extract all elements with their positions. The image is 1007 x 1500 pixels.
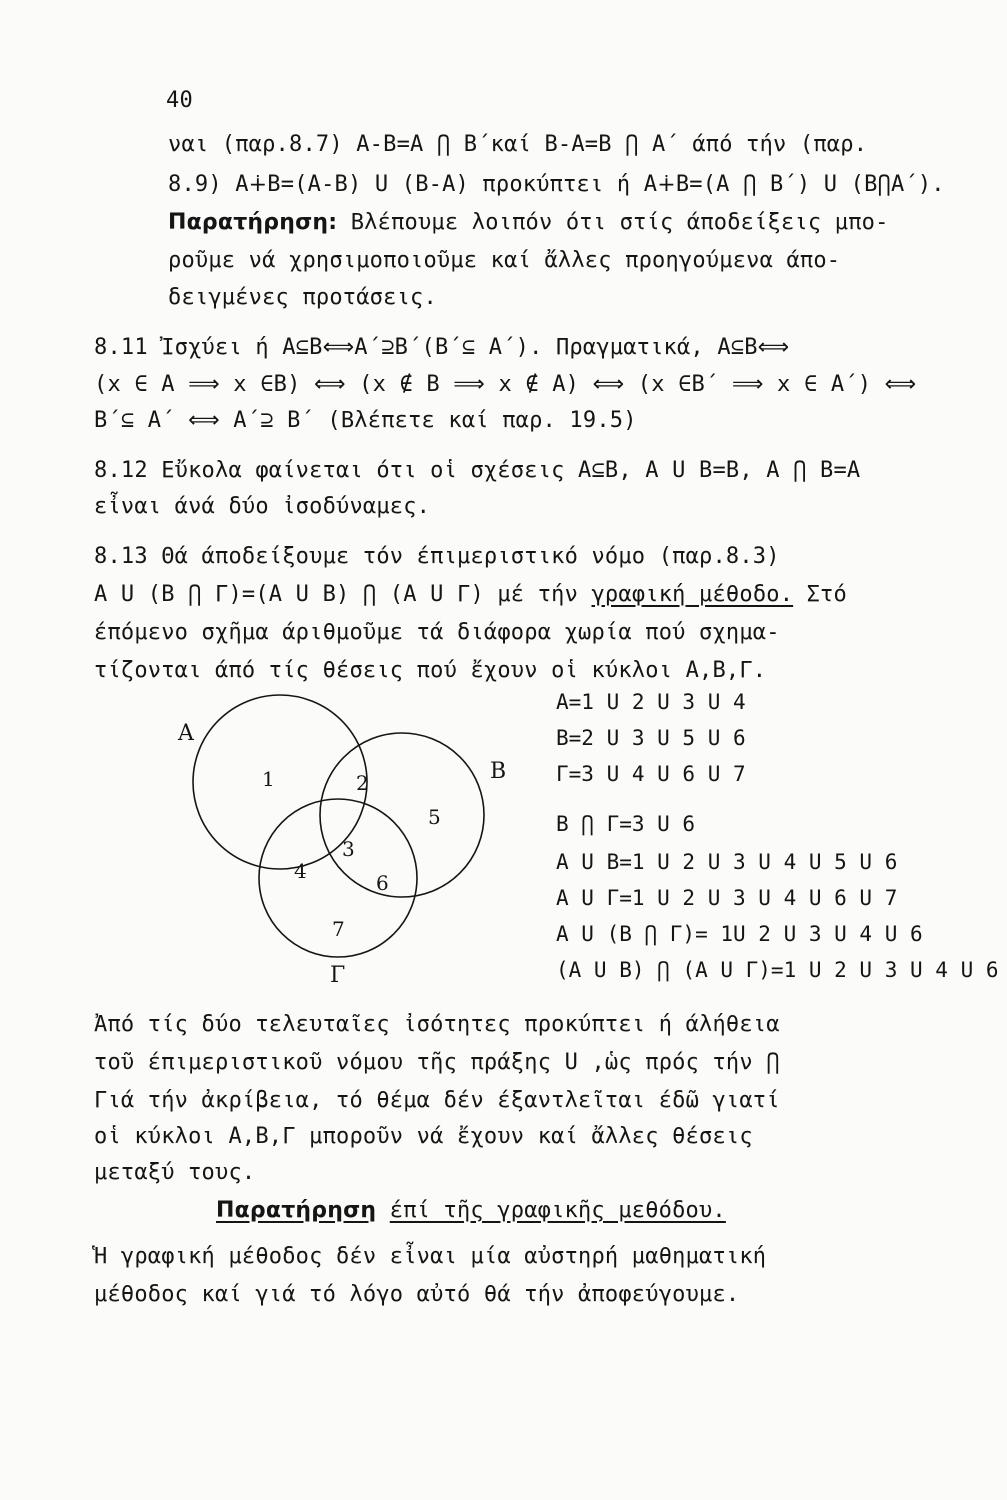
section-8-11-line-3: B΄⊆ A΄ ⟺ A΄⊇ B΄ (Βλέπετε καί παρ. 19.5)	[94, 408, 637, 433]
text-line-1: ναι (παρ.8.7) A-B=A ⋂ B΄καί B-A=B ⋂ A΄ άπό τήν (παρ.	[168, 132, 868, 157]
conclusion-line-5: μεταξύ τους.	[94, 1160, 256, 1185]
formula-b: B=2 U 3 U 5 U 6	[556, 726, 746, 750]
section-8-12-line-1: 8.12 Εὔκολα φαίνεται ότι οἱ σχέσεις A⊆B, A U B=B, A ⋂ B=A	[94, 458, 861, 483]
section-8-11-line-1: 8.11 Ἰσχύει ή A⊆B⟺A΄⊇B΄(B΄⊆ A΄). Πραγματικά, A⊆B⟺	[94, 335, 790, 360]
section-8-13-line-3: έπόμενο σχῆμα άριθμοῦμε τά διάφορα χωρία πού σχημα-	[94, 620, 780, 645]
label-gamma: Γ	[330, 963, 346, 988]
method-remark-heading: Παρατήρηση	[216, 1198, 377, 1223]
formula-a: A=1 U 2 U 3 U 4	[556, 690, 746, 714]
conclusion-line-1: Ἀπό τίς δύο τελευταῖες ἰσότητες προκύπτει ή άλήθεια	[94, 1012, 780, 1037]
region-7: 7	[332, 917, 345, 941]
region-3: 3	[342, 837, 355, 861]
circle-a	[193, 695, 367, 869]
section-8-13-line-4: τίζονται άπό τίς θέσεις πού ἔχουν οἱ κύκλοι A,B,Γ.	[94, 658, 767, 683]
section-8-12-line-2: εἶναι άνά δύο ἰσοδύναμες.	[94, 494, 431, 519]
formula-b-cap-gamma: B ⋂ Γ=3 U 6	[556, 812, 696, 836]
formula-gamma: Γ=3 U 4 U 6 U 7	[556, 762, 746, 786]
method-remark-title: έπί τῆς γραφικῆς μεθόδου.	[389, 1198, 726, 1223]
region-2: 2	[356, 771, 369, 795]
graphical-method-underlined: γραφική μέθοδο.	[591, 582, 794, 607]
conclusion-line-3: Γιά τήν ἀκρίβεια, τό θέμα δέν έξαντλεῖται έδῶ γιατί	[94, 1088, 780, 1113]
method-remark-line-1: Ἡ γραφική μέθοδος δέν εἶναι μία αὐστηρή μαθηματική	[94, 1244, 767, 1269]
conclusion-line-2: τοῦ έπιμεριστικοῦ νόμου τῆς πράξης U ,ὡς πρός τήν ⋂	[94, 1050, 780, 1075]
conclusion-line-4: οἱ κύκλοι A,B,Γ μποροῦν νά ἔχουν καί ἄλλες θέσεις	[94, 1124, 753, 1149]
region-4: 4	[294, 859, 307, 883]
circle-b	[320, 733, 484, 897]
formula-lhs: A U (B ⋂ Γ)= 1U 2 U 3 U 4 U 6	[556, 922, 923, 946]
method-remark-line-2: μέθοδος καί γιά τό λόγο αὐτό θά τήν ἀποφεύγουμε.	[94, 1282, 740, 1307]
method-remark-line	[216, 1196, 726, 1226]
region-6: 6	[376, 871, 389, 895]
region-5: 5	[428, 805, 441, 829]
label-b: B	[490, 759, 507, 784]
text-line-4: ροῦμε νά χρησιμοποιοῦμε καί ἄλλες προηγούμενα άπο-	[168, 248, 841, 273]
region-1: 1	[262, 767, 275, 791]
formula-rhs: (A U B) ⋂ (A U Γ)=1 U 2 U 3 U 4 U 6	[556, 958, 999, 982]
section-8-13-line-1: 8.13 Θά άποδείξουμε τόν έπιμεριστικό νόμο (παρ.8.3)	[94, 544, 780, 569]
remark-text: Βλέπουμε λοιπόν ότι στίς άποδείξεις μπο-	[337, 210, 889, 235]
formula-a-cup-b: A U B=1 U 2 U 3 U 4 U 5 U 6	[556, 850, 898, 874]
venn-diagram	[170, 690, 510, 990]
page-number: 40	[166, 88, 193, 113]
section-8-13-line-2: A U (B ⋂ Γ)=(A U B) ⋂ (A U Γ) μέ τήν γραφική μέθοδο. Στό	[94, 582, 847, 607]
formula-a-cup-gamma: A U Γ=1 U 2 U 3 U 4 U 6 U 7	[556, 886, 898, 910]
text-line-5: δειγμένες προτάσεις.	[168, 285, 437, 310]
section-8-11-line-2: (x ∈ A ⟹ x ∈B) ⟺ (x ∉ B ⟹ x ∉ A) ⟺ (x ∈B΄ ⟹ x ∈ A΄) ⟺	[94, 372, 917, 397]
remark-heading: Παρατήρηση:	[168, 210, 338, 235]
remark-line	[168, 208, 889, 238]
text-line-2: 8.9) A∔B=(A-B) U (B-A) προκύπτει ή A∔B=(A ⋂ B΄) U (B⋂A΄).	[168, 172, 945, 197]
label-a: A	[178, 721, 194, 746]
